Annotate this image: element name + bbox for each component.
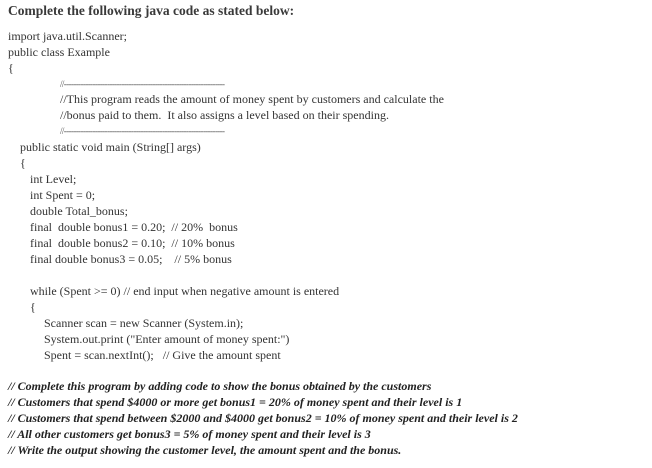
instruction-line: // All other customers get bonus3 = 5% of money spent and their level is 3 — [8, 427, 371, 441]
code-line: int Spent = 0; — [30, 188, 96, 202]
instruction-line: // Customers that spend $4000 or more get bonus1 = 20% of money spent and their level is 1 — [8, 395, 463, 409]
code-line: double Total_bonus; — [30, 204, 128, 218]
code-line: public static void main (String[] args) — [20, 140, 201, 154]
code-line: while (Spent >= 0) // end input when negative amount is entered — [30, 284, 340, 298]
code-line: //------------------------------------------------------------------- — [60, 126, 225, 136]
code-line: final double bonus3 = 0.05; // 5% bonus — [30, 252, 232, 266]
code-line: final double bonus2 = 0.10; // 10% bonus — [30, 236, 235, 250]
instruction-line: // Customers that spend between $2000 and $4000 get bonus2 = 10% of money spent and their level is 2 — [8, 411, 518, 425]
code-line: import java.util.Scanner; — [8, 29, 127, 43]
code-line: { — [30, 300, 36, 314]
code-line: final double bonus1 = 0.20; // 20% bonus — [30, 220, 238, 234]
code-line: System.out.print ("Enter amount of money spent:") — [44, 332, 290, 346]
code-line: Spent = scan.nextInt(); // Give the amount spent — [44, 348, 281, 362]
code-line: //bonus paid to them. It also assigns a level based on their spending. — [60, 108, 389, 122]
code-line: //This program reads the amount of money spent by customers and calculate the — [60, 92, 444, 106]
code-line: { — [20, 156, 26, 170]
page-heading: Complete the following java code as stated below: — [8, 3, 295, 18]
code-line: Scanner scan = new Scanner (System.in); — [44, 316, 244, 330]
code-line: { — [8, 61, 14, 75]
instruction-line: // Complete this program by adding code to show the bonus obtained by the customers — [8, 379, 432, 393]
code-line: public class Example — [8, 45, 110, 59]
instruction-line: // Write the output showing the customer level, the amount spent and the bonus. — [8, 443, 402, 457]
code-line: //------------------------------------------------------------------- — [60, 79, 225, 89]
code-line: int Level; — [30, 172, 77, 186]
